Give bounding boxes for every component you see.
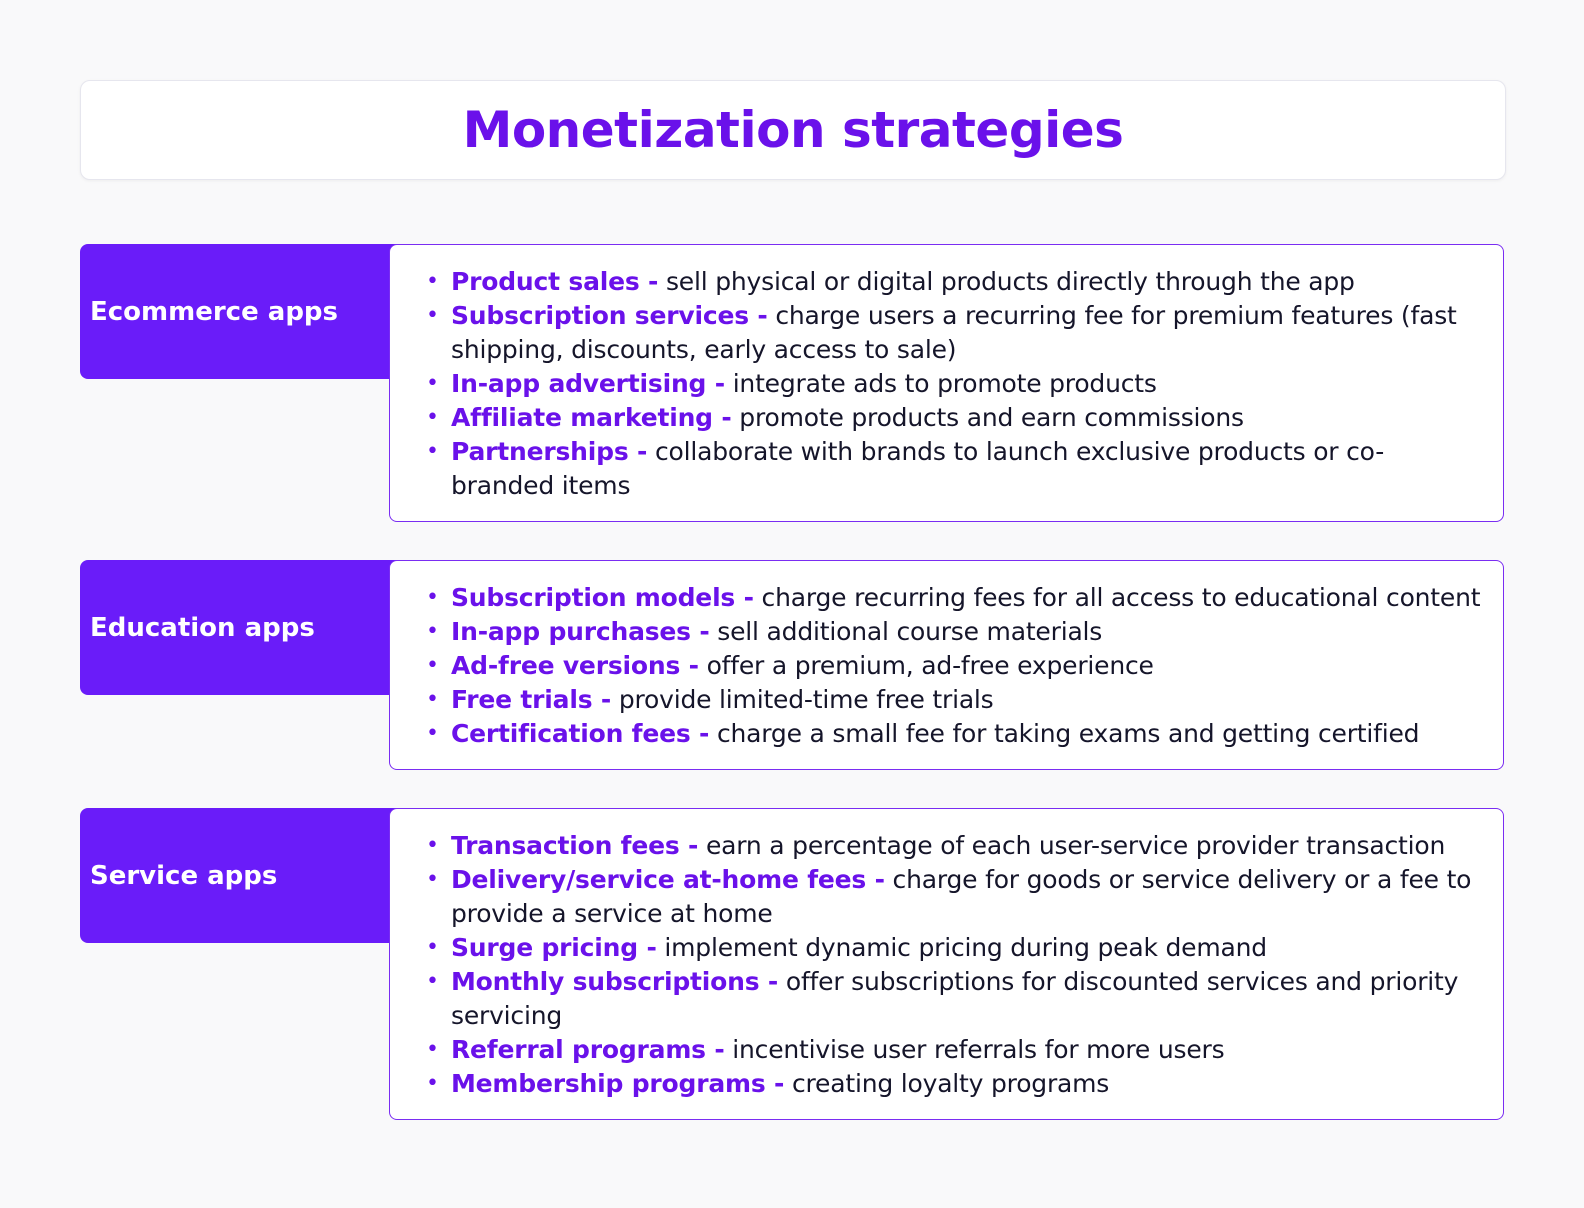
bullet-icon: • — [426, 1071, 439, 1096]
list-item — [390, 649, 1483, 683]
bullet-icon: • — [426, 619, 439, 644]
strategy-desc: sell physical or digital products directly through the app — [665, 267, 1355, 296]
page-title: Monetization strategies — [462, 101, 1124, 159]
strategy-desc: earn a percentage of each user-service provider transaction — [705, 831, 1446, 860]
list-item — [390, 1033, 1483, 1067]
list-item — [390, 299, 1483, 367]
section-label: Service apps — [90, 860, 278, 891]
strategy-term: Partnerships - — [451, 437, 648, 466]
strategy-desc: provide limited-time free trials — [618, 685, 994, 714]
strategy-card — [389, 244, 1504, 522]
bullet-icon: • — [426, 867, 439, 892]
bullet-icon: • — [426, 1037, 439, 1062]
strategy-desc: promote products and earn commissions — [739, 403, 1244, 432]
list-item — [390, 717, 1483, 751]
strategy-list — [390, 581, 1483, 751]
title-box — [80, 80, 1506, 180]
section-label-box — [80, 560, 410, 695]
bullet-icon: • — [426, 585, 439, 610]
strategy-term: Certification fees - — [451, 719, 710, 748]
strategy-term: Delivery/service at-home fees - — [451, 865, 885, 894]
bullet-icon: • — [426, 969, 439, 994]
strategy-card — [389, 560, 1504, 770]
strategy-term: Ad-free versions - — [451, 651, 699, 680]
strategy-desc: charge a small fee for taking exams and getting certified — [716, 719, 1420, 748]
list-item — [390, 265, 1483, 299]
bullet-icon: • — [426, 653, 439, 678]
strategy-desc: offer a premium, ad-free experience — [706, 651, 1154, 680]
strategy-term: Surge pricing - — [451, 933, 657, 962]
bullet-icon: • — [426, 687, 439, 712]
strategy-desc: incentivise user referrals for more users — [732, 1035, 1225, 1064]
bullet-icon: • — [426, 371, 439, 396]
strategy-list — [390, 829, 1483, 1101]
strategy-term: Monthly subscriptions - — [451, 967, 779, 996]
strategy-term: In-app advertising - — [451, 369, 725, 398]
strategy-list — [390, 265, 1483, 503]
strategy-term: Free trials - — [451, 685, 612, 714]
strategy-term: Product sales - — [451, 267, 659, 296]
strategy-term: Subscription models - — [451, 583, 754, 612]
bullet-icon: • — [426, 833, 439, 858]
section-label-box — [80, 808, 410, 943]
strategy-term: Affiliate marketing - — [451, 403, 732, 432]
strategy-term: Referral programs - — [451, 1035, 725, 1064]
list-item — [390, 435, 1483, 503]
section-label: Education apps — [90, 612, 315, 643]
section-label-box — [80, 244, 410, 379]
strategy-desc: sell additional course materials — [717, 617, 1103, 646]
list-item — [390, 863, 1483, 931]
list-item — [390, 367, 1483, 401]
list-item — [390, 401, 1483, 435]
bullet-icon: • — [426, 721, 439, 746]
strategy-term: Subscription services - — [451, 301, 768, 330]
list-item — [390, 931, 1483, 965]
bullet-icon: • — [426, 405, 439, 430]
strategy-term: Membership programs - — [451, 1069, 785, 1098]
strategy-desc: charge users a recurring fee for premium features (fast shipping, discounts, early access to sale) — [451, 301, 1457, 364]
strategy-desc: creating loyalty programs — [791, 1069, 1110, 1098]
strategy-desc: charge for goods or service delivery or a fee to provide a service at home — [451, 865, 1472, 928]
strategy-term: In-app purchases - — [451, 617, 710, 646]
bullet-icon: • — [426, 269, 439, 294]
list-item — [390, 683, 1483, 717]
strategy-term: Transaction fees - — [451, 831, 699, 860]
list-item — [390, 965, 1483, 1033]
strategy-desc: collaborate with brands to launch exclusive products or co-branded items — [451, 437, 1385, 500]
list-item — [390, 829, 1483, 863]
bullet-icon: • — [426, 303, 439, 328]
list-item — [390, 615, 1483, 649]
section-label: Ecommerce apps — [90, 296, 339, 327]
strategy-desc: offer subscriptions for discounted services and priority servicing — [451, 967, 1459, 1030]
bullet-icon: • — [426, 439, 439, 464]
strategy-desc: charge recurring fees for all access to educational content — [761, 583, 1481, 612]
bullet-icon: • — [426, 935, 439, 960]
strategy-desc: integrate ads to promote products — [732, 369, 1157, 398]
strategy-desc: implement dynamic pricing during peak demand — [664, 933, 1267, 962]
list-item — [390, 1067, 1483, 1101]
list-item — [390, 581, 1483, 615]
strategy-card — [389, 808, 1504, 1120]
